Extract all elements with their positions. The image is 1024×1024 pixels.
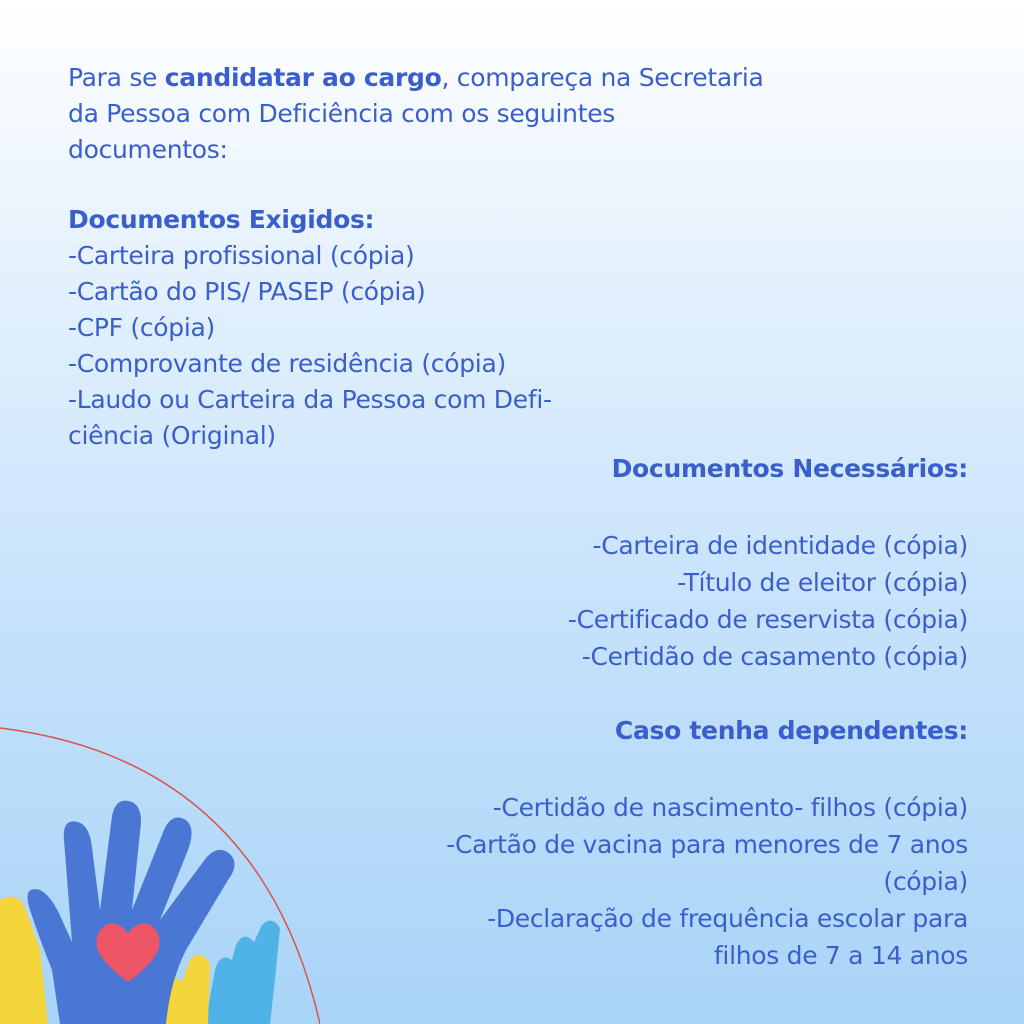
dependent-document-item: filhos de 7 a 14 anos [713,941,968,970]
necessary-document-item: -Carteira de identidade (cópia) [592,531,968,560]
dependents-heading: Caso tenha dependentes: [614,716,968,745]
intro-text-start: Para se [68,63,165,92]
light-blue-hand-icon [205,921,280,1024]
required-document-item: -Comprovante de residência (cópia) [68,349,506,378]
necessary-document-item: -Título de eleitor (cópia) [677,568,968,597]
required-document-item: -Cartão do PIS/ PASEP (cópia) [68,277,426,306]
required-document-item: -CPF (cópia) [68,313,215,342]
required-document-item: -Laudo ou Carteira da Pessoa com Defi- [68,385,552,414]
required-document-item: ciência (Original) [68,421,276,450]
intro-paragraph [68,60,768,168]
dependent-document-item: -Declaração de frequência escolar para [487,904,968,933]
required-documents-section [68,202,788,454]
intro-bold-text: candidatar ao cargo [164,63,442,92]
section-spacer [188,487,968,527]
required-documents-heading: Documentos Exigidos: [68,205,375,234]
required-document-item: -Carteira profissional (cópia) [68,241,415,270]
intro-text-end: , compareça na Secretaria da Pessoa com Deficiência com os seguintes documentos: [68,63,764,164]
dependent-document-item: (cópia) [883,867,968,896]
raised-hands-icon [0,720,320,1024]
necessary-document-item: -Certidão de casamento (cópia) [581,642,968,671]
dependent-document-item: -Certidão de nascimento- filhos (cópia) [492,793,968,822]
necessary-document-item: -Certificado de reservista (cópia) [567,605,968,634]
necessary-documents-section [188,450,968,675]
necessary-documents-heading: Documentos Necessários: [611,454,968,483]
dependent-document-item: -Cartão de vacina para menores de 7 anos [446,830,968,859]
